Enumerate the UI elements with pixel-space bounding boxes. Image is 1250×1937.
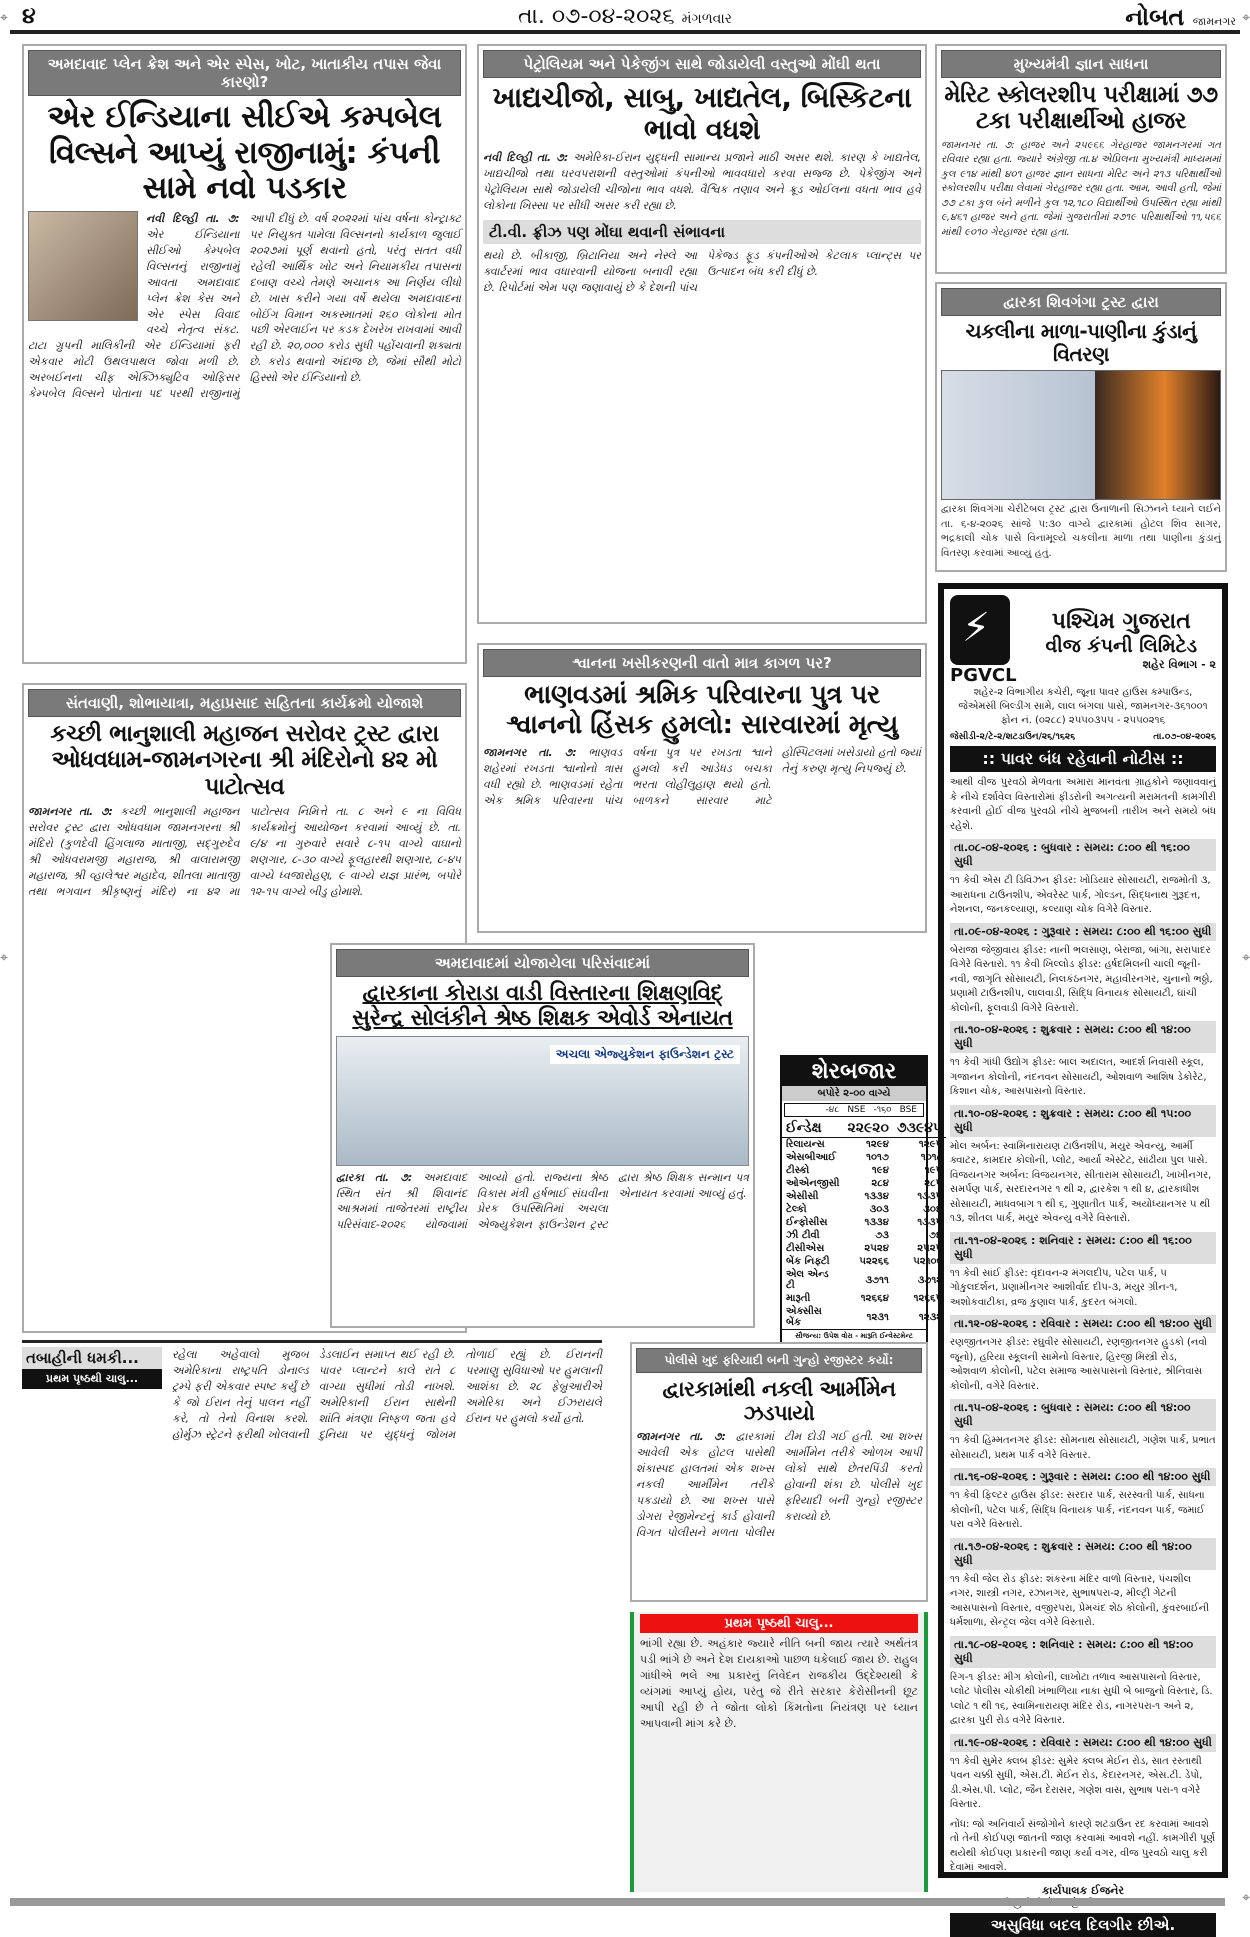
schedule-date: તા.૦૯-૦૪-૨૦૨૬ : ગુરૂવાર : સમય: ૮:૦૦ થી ૧૬:૦૦ સુધી — [950, 923, 1216, 941]
article-dwarka-teacher — [330, 943, 755, 1328]
stock-name: એક્સીસ બેંક — [786, 1306, 822, 1328]
article-prices — [477, 44, 927, 624]
reference-row — [950, 732, 1216, 742]
article-headline: ચકલીના માળા-પાણીના કુંડાનું વિતરણ — [965, 319, 1197, 366]
nse-change: -૪૮ — [825, 1105, 840, 1115]
article-kicker: પેટ્રોલિયમ અને પેકેજીંગ સાથે જોડાયેલી વસ્તુઓ મોંઘી થતા — [483, 50, 921, 78]
page-footer-rule — [10, 1898, 1225, 1906]
article-body — [336, 1170, 749, 1234]
lightning-icon — [950, 595, 1010, 665]
division: શહેર વિભાગ - ૨ — [1142, 658, 1216, 672]
schedule-areas: ૧૧ કેવી ગાંધી ઉદ્યોગ ફીડર: બાલ અદાલત, આદર્શ નિવાસી સ્કૂલ, ગજાનન કોલોની, નંદનવન સોસાયટી, ઓશવાળ આશિષ ડેકોરેટ, કિશાન ચોક, આસપાસનો વિસ્તાર. — [950, 1057, 1207, 1097]
article-subbody: થયો છે. બીકાજી, બ્રિટાનિયા અને નેસ્લે આ ક્વાર્ટરમાં ભાવ વધારવાની યોજના બનાવી રહ્યા છે. રિપોર્ટમાં એમ પણ જણાવાયું છે કે દેશની પાંચ પેકેજ્ડ ફૂડ કંપનીઓએ કેટલાક પ્લાન્ટ્સ પર ઉત્પાદન બંધ કરી દીધું છે. — [483, 249, 921, 294]
article-body: જામનગર તા. ૭: હાજર અને ૨૫૯૬૬ ગેરહાજર જામનગરમાં ગત રવિવાર રહ્યા હતા. જ્યારે અંગ્રેજી તા.૪ એપ્રિલના મુખ્યમંત્રી માધ્યમમાં કુલ ૯૧૪ માંથી ૪૦૧ હાજર જ્ઞાન સાધના મેરિટ અને ૨૧૩ પરિક્ષાર્થીઓ સ્કોલરશીપ પરીક્ષા લેવામાં ગેરહાજર રહ્યા હતા. આમ, આવી હતી, જેમાં ૭૭ ટકા કુલ બંને મળીને કુલ ૧૨,૧૮૦ વિદ્યાર્થીઓ ઉપસ્થિત રહ્યા માંથી ૯,૪૬૧ હાજર અને હતા. જેમાં ગુજરાતીમાં ૨૭૧૯ પરિક્ષાર્થીઓ ૧૧,૫૬૬ માંથી ૯૦૧૦ ગેરહાજર રહ્યા હતા. — [941, 139, 1221, 238]
stock-nse: ૩૭૧૧ — [865, 1274, 889, 1286]
article-text: અમેરિકા-ઈરાન યુદ્ધની સામાન્ય પ્રજાને માઠી અસર થશે. કારણ કે ખાદ્યતેલ, ખાદ્યચીજો તથા ઘરવપરાશની વસ્તુઓમાં કંપનીઓ ભાવવધારો કરવા સજ્જ છે. પેકેજીંગ અને પેટ્રોલિયમ સાથે જોડાયેલી ચીજોના ભાવ વધશે. વૈશ્વિક તણાવ અને ક્રૂડ ઓઈલના વધતા ભાવ હવે લોકોના ખિસ્સા પર સીધી અસર કરી રહ્યા છે. — [483, 151, 922, 213]
stock-row — [782, 1190, 946, 1203]
registration-mark-icon: ⌖ — [1242, 1890, 1250, 1906]
stock-row — [782, 1203, 946, 1216]
stock-name: એસીસી — [786, 1191, 819, 1202]
registration-mark-icon: ⌖ — [1242, 10, 1250, 26]
stock-nse: ૨૨૯૨૦ — [844, 1119, 893, 1138]
stock-row — [782, 1242, 946, 1255]
company-name-line1: પશ્ચિમ ગુજરાત — [1051, 608, 1191, 634]
article-air-india — [22, 44, 467, 664]
article-threat — [22, 1340, 602, 1890]
stock-name: ટેલ્કો — [786, 1204, 807, 1215]
article-body — [28, 211, 461, 402]
stock-nse: ૧૯૪ — [871, 1165, 889, 1176]
article-scholarship — [935, 44, 1227, 274]
stock-row — [782, 1177, 946, 1190]
schedule-areas: મોલ અર્બન: સ્વામિનારાયણ ટાઉનશીપ, મયુર એવન્યુ, આર્મી ક્વાટર, કામદાર કોલોની, પ્લોટ, આર્યા એસ્ટેટ, સાંઢીયા પુલ પાસે. વિજયનગર અર્બન: વિજયનગર, સીતારામ સોસાયટી, ખાખીનગર, સમર્પણ પાર્ક, સરદારનગર ૧ થી ૨, દ્વારકેશ ૧ થી ૪, દ્વારકાધીશ સોસાયટી, માધવબાગ ૧ થી ૬, ગુણાતીત પાર્ક, અયોધ્યાનગર ૫ થી ૧૩, શીતલ પાર્ક, મયુર એવન્યુ વગેરે વિસ્તારો. — [950, 1140, 1212, 1224]
sparrow-photo — [941, 370, 1221, 500]
stock-name: ઓએનજીસી — [786, 1178, 840, 1189]
schedule-date: તા.૧૧-૦૪-૨૦૨૬ : શનિવાર : સમય: ૮:૦૦ થી ૧૬:૦૦ સુધી — [950, 1232, 1216, 1264]
nse-label: NSE — [847, 1105, 866, 1115]
article-dateline: જામનગર તા. ૭: — [28, 805, 113, 819]
continued-label: પ્રથમ પૃષ્ઠથી ચાલુ... — [640, 1614, 918, 1633]
stock-name: ઈન્ફોસીસ — [786, 1217, 828, 1228]
pgvcl-logo-text: PGVCL — [950, 665, 1017, 686]
schedule-date: તા.૦૮-૦૪-૨૦૨૬ : બુધવાર : સમય: ૮:૦૦ થી ૧૬:૦૦ સુધી — [950, 839, 1216, 871]
article-body — [483, 150, 921, 214]
stock-nse: ૧૨૯૪ — [866, 1139, 889, 1150]
article-body — [483, 745, 921, 809]
notice-note: નોંધ: જો અનિવાર્ય સંજોગોને કારણે શટડાઉન રદ કરવામાં આવશે તો તેની કોઈપણ જાતની જાણ કરવામાં આવશે નહીં. કામગીરી પૂર્ણ થયેથી કોઈપણ પ્રકારની જાણ કર્યા વગર, વીજ પુરવઠો ચાલુ કરી દેવામાં આવશે. — [950, 1818, 1216, 1873]
schedule-date: તા.૧૦-૦૪-૨૦૨૬ : શુક્રવાર : સમય: ૮:૦૦ થી ૧૪:૦૦ સુધી — [950, 1021, 1216, 1053]
schedule-date: તા.૧૫-૦૪-૨૦૨૬ : બુધવાર : સમય: ૮:૦૦ થી ૧૪:૦૦ સુધી — [950, 1399, 1216, 1431]
stock-bse: ૨૫૨૫ — [917, 1243, 943, 1254]
bse-label: BSE — [899, 1105, 917, 1115]
stock-bse: ૧૩૩૫ — [917, 1217, 943, 1228]
article-dateline: જામનગર તા. ૭: — [636, 1430, 726, 1444]
stock-row — [782, 1268, 946, 1292]
article-headline: મેરિટ સ્કોલરશીપ પરીક્ષામાં ૭૭ ટકા પરીક્ષાર્થીઓ હાજર — [944, 82, 1218, 135]
pgvcl-power-notice — [938, 583, 1228, 1934]
stock-row — [782, 1151, 946, 1164]
stock-nse: ૧૩૩૪ — [864, 1191, 889, 1202]
stock-index-row — [782, 1119, 946, 1138]
article-headline: દ્વારકામાંથી નકલી આર્મીમેન ઝડપાયો — [662, 1377, 896, 1426]
issue-weekday: મંગળવાર — [681, 11, 733, 27]
page-number: ૪ — [22, 4, 36, 29]
newspaper-logo — [1125, 2, 1236, 31]
schedule-areas: ૧૧ કેવી એસ ટી ડિવિઝન ફીડર: ખોડિયાર સોસાયટી, રાજમોતી ૩, આરાધના ટાઉનશીપ, એવરેસ્ટ પાર્ક, ગોલ્ડન, સિદ્ધનાથ ગુરૂદત્ત, નેશનલ, જનકલ્યાણ, કલ્યાણ ચોક વિગેરે વિસ્તાર. — [950, 875, 1211, 915]
bse-change: -૧૬૦ — [873, 1105, 892, 1115]
schedule-date: તા.૧૭-૦૪-૨૦૨૬ : શુક્રવાર : સમય: ૮:૦૦ થી ૧૪:૦૦ સુધી — [950, 1538, 1216, 1570]
article-kicker: સંતવાણી, શોભાયાત્રા, મહાપ્રસાદ સહિતના કાર્યક્રમો યોજાશે — [28, 689, 461, 717]
article-headline: દ્વારકાના કોરાડા વાડી વિસ્તારના શિક્ષણવિદ્ સુરેન્દ્ર સોલંકીને શ્રેષ્ઠ શિક્ષક એવોર્ડ એનાયત — [352, 981, 733, 1032]
article-dateline: જામનગર તા. ૭: — [483, 745, 577, 759]
article-headline: ભાણવડમાં શ્રમિક પરિવારના પુત્ર પર શ્વાનનો હિંસક હુમલો: સારવારમાં મૃત્યુ — [506, 680, 898, 740]
notice-title: :: પાવર બંધ રહેવાની નોટીસ :: — [950, 746, 1216, 772]
stock-name: ટીસ્કો — [786, 1165, 810, 1176]
stock-nse: ૭૩ — [875, 1230, 889, 1241]
reference-date: તા.૦૭-૦૪-૨૦૨૬ — [1153, 732, 1216, 742]
schedule-date: તા.૧૨-૦૪-૨૦૨૬ : રવિવાર : સમય: ૮:૦૦ થી ૧૪:૦૦ સુધી — [950, 1315, 1216, 1333]
article-text: ભાણવડ શહેરમાં રખડતા શ્વાનોનો ત્રાસ વધી રહ્યો છે. ભાણવડમાં રહેતા એક શ્રમિક પરિવારના પાંચ વર્ષના પુત્ર પર રખડતા શ્વાને હુમલો કરી આડેધડ બચકા ભરતા લોહીલુહાણ થયો હતો. બાળકને સારવાર માટે હોસ્પિટલમાં ખસેડાયો હતો જ્યાં તેનું કરુણ મૃત્યુ નિપજ્યું છે. — [483, 745, 921, 807]
article-text: દ્વારકામાં આવેલી એક હોટલ પાસેથી શંકાસ્પદ હાલતમાં એક શખ્સ નકલી આર્મીમેન તરીકે પકડાયો છે. આ શખ્સ પાસે ડોગરા રેજીમેન્ટનું કાર્ડ હોવાની વિગત પોલીસને મળતા પોલીસ ટીમ દોડી ગઈ હતી. આ શખ્સ આર્મીમેન તરીકે ઓળખ આપી લોકો સાથે છેતરપિંડી કરતો હોવાની શંકા છે. પોલીસે ખુદ ફરિયાદી બની ગુન્હો રજીસ્ટર કરાવ્યો છે. — [636, 1430, 922, 1539]
article-subhead: ટી.વી. ફ્રીઝ પણ મોંઘા થવાની સંભાવના — [483, 220, 921, 244]
pgvcl-brand — [950, 595, 1216, 686]
continued-label: પ્રથમ પૃષ્ઠથી ચાલુ... — [22, 1369, 162, 1389]
schedule-areas: ૧૧ કેવી સાંઈ ફીડર: વૃંદાવન-૨ મંગલદીપ, પટેલ પાર્ક, ૫ ગોકુલદર્શન, પ્રણામીનગર આશીર્વાદ દીપ-૩, મયુર ગ્રીન-૧, અશોકવાટીકા, વ્રજ કુણાલ પાર્ક, કુદરત બંગલો. — [950, 1267, 1178, 1308]
stock-nse: ૧૨૬૬૪ — [860, 1293, 889, 1304]
notice-intro: આથી વીજ પુરવઠો મેળવતા અમારા માનવંતા ગ્રાહકોને જણાવવાનું કે નીચે દર્શાવેલ વિસ્તારોમાં ફીડરોની અગત્યની મરામતની કામગીરી કરવાની હોઈ વીજ પુરવઠો નીચે મુજબની તારીખ અને સમયે બંધ રહેશે. — [950, 777, 1216, 832]
schedule-areas: બેરાજા જેજીવાય ફીડર: નાની ભલસાણ, બેરાજા, બાંગા, સરાપાદર વિગેરે વિસ્તારો. ૧૧ કેવી ખિલ્લોડ ફીડર: હર્ષદમિલની ચાલી જૂની-નવી, જાગૃતિ સોસાયટી, નિલકંઠનગર, મહાવીરનગર, ચુનાનો ભઠ્ઠો, પ્રણામી ટાઉનશીપ, લાલવાડી, સિદ્ધિ વિનાયક સોસાયટી, ઘાંચી કોલોની, ફૂલવાડી વિગેરે વિસ્તારો. — [950, 944, 1213, 1014]
phone: ફોન નં. (૦૨૮૮) ૨૫૫૦૩૫૫ - ૨૫૫૦૨૧૬ — [1000, 715, 1166, 726]
stock-nse: ૧૩૩૪ — [864, 1217, 889, 1228]
article-headline: કચ્છી ભાનુશાલી મહાજન સરોવર ટ્રસ્ટ દ્વારા ઓધવધામ-જામનગરના શ્રી મંદિરોનો ૪૨ મો પાટોત્સવ — [50, 721, 439, 800]
masthead — [10, 0, 1240, 34]
schedule-areas: રણજીતનગર ફીડર: રઘુવીર સોસાયટી, રણજીતનગર હુડકો (નવો જૂનો), હરિયા સ્કૂલની સામેનો વિસ્તાર, હિરજી મિસ્ત્રી રોડ, ઓશવાળ કોલોની, પટેલ સમાજ આસપાસનો વિસ્તાર, શ્રીનિવાસ કોલોની, વગેરે વિસ્તાર. — [950, 1337, 1208, 1392]
stock-bse: ૧૯૫ — [924, 1165, 943, 1176]
article-kicker: પોલીસે ખુદ ફરિયાદી બની ગુન્હો રજીસ્ટર કર્યો: — [636, 1348, 922, 1373]
stock-market-box — [780, 1055, 943, 1345]
registration-mark-icon: ⌖ — [0, 10, 8, 26]
article-body — [636, 1429, 922, 1541]
stock-name: ઈન્ડેક્ષ — [782, 1119, 844, 1138]
article-kicker: અમદાવાદ પ્લેન ક્રેશ અને એર સ્પેસ, ખોટ, ખાતાકીય તપાસ જેવા કારણો? — [28, 50, 461, 96]
schedule-date: તા.૧૬-૦૪-૨૦૨૬ : ગુરૂવાર : સમય: ૮:૦૦ થી ૧૪:૦૦ સુધી — [950, 1468, 1216, 1486]
stock-bse: ૫૨૧૦૬ — [913, 1256, 943, 1267]
stock-time: બપોરે ૨-૦૦ વાગ્યે — [782, 1086, 926, 1101]
article-body: ભાંગી રહ્યા છે. અહંકાર જ્યારે નીતિ બની જાય ત્યારે અર્થતંત્ર પડી ભાંગે છે અને દેશ દાયકાઓ પાછળ ધકેલાઈ જાય છે. રાહુલ ગાંધીએ ભલે આ પ્રકારનું નિવેદન રાજકીય ઉદ્દેશ્યથી કે વ્યંગમાં આપ્યું હોય, પરંતુ જે રીતે સરકાર કેરોસીનની છૂટ આપી રહી છે તે જોતા લોકો કિંમતોના નિયંત્રણ પર ધ્યાન આપવાની માંગ કરે છે. — [640, 1637, 918, 1730]
logo-text: નોબત — [1125, 2, 1185, 31]
article-body: રહેલા અહેવાલો મુજબ અમેરિકાના રાષ્ટ્રપતિ ડોનાલ્ડ ટ્રમ્પે ફરી એકવાર સ્પષ્ટ કર્યું છે કે જો ઈરાન તેનું પાલન નહીં કરે, તો તેનો વિનાશ કરશે. હોર્મુઝ સ્ટ્રેટને ફરીથી ખોલવાની ડેડલાઈન સમાપ્ત થઈ રહી છે. પાવર પ્લાન્ટને કાલે રાતે ૮ વાગ્યા સુધીમાં તોડી નાખશે. અમેરિકાની ઈરાન સાથેની શાંતિ મંત્રણા નિષ્ફળ જતા હવે દુનિયા પર યુદ્ધનું જોખમ તોળાઈ રહ્યું છે. ઈરાનની પરમાણુ સુવિધાઓ પર હુમલાની આશંકા છે. ૨૮ ફેબ્રુઆરીએ અમેરિકા અને ઈઝરાયલે ઈરાન પર હુમલો કર્યો હતો. — [172, 1348, 602, 1441]
registration-mark-icon: ⌖ — [1242, 950, 1250, 966]
stock-title: શેરબજાર — [782, 1057, 926, 1086]
stock-bse: ૧૨૯૫ — [918, 1139, 943, 1150]
stock-nse: ૨૮૪ — [871, 1178, 889, 1189]
stock-row — [782, 1138, 946, 1152]
photo-banner: અચલા એજ્યુકેશન ફાઉન્ડેશન ટ્રસ્ટ — [550, 1045, 740, 1064]
stock-bse: ૧૨૬૬૫ — [913, 1293, 943, 1304]
schedule-date: તા.૧૦-૦૪-૨૦૨૬ : શુક્રવાર : સમય: ૮:૦૦ થી ૧૫:૦૦ સુધી — [950, 1105, 1216, 1137]
article-headline: ખાદ્યચીજો, સાબુ, ખાદ્યતેલ, બિસ્કિટના ભાવો વધશે — [492, 81, 912, 147]
article-dateline: નવી દિલ્હી તા. ૭: — [483, 151, 569, 165]
schedule-date: તા.૧૯-૦૪-૨૦૨૬ : રવિવાર : સમય: ૮:૦૦ થી ૧૪:૦૦ સુધી — [950, 1734, 1216, 1752]
article-kicker: શ્વાનના ખસીકરણની વાતો માત્ર કાગળ પર? — [483, 649, 921, 677]
stock-name: એસબીઆઈ — [786, 1152, 836, 1163]
logo-city: જામનગર — [1192, 15, 1236, 28]
company-name-line2: વીજ કંપની લિમિટેડ — [1045, 635, 1198, 658]
portrait-photo — [28, 211, 138, 321]
pgvcl-logo — [950, 595, 1017, 686]
stock-bse: ૭૪ — [929, 1230, 943, 1241]
stock-bse: ૨૮૫ — [924, 1178, 943, 1189]
stock-bse: ૭૩૯૪૫ — [893, 1119, 946, 1138]
address-line1: શહેર-૨ વિભાગીય કચેરી, જૂના પાવર હાઉસ કમ્પાઉન્ડ, — [973, 687, 1193, 698]
stock-nse: ૧૦૧૭ — [866, 1152, 889, 1163]
schedule-areas: ૧૧ કેવી ફિલ્ટર હાઉસ ફીડર: સરદાર પાર્ક, સરસ્વતી પાર્ક, સાધના કોલોની, પટેલ પાર્ક, સિદ્ધિ વિનાયક પાર્ક, નંદનવન પાર્ક, જમાઈ પરા વગેરે વિસ્તારો. — [950, 1490, 1205, 1530]
stock-table — [782, 1119, 946, 1329]
schedule-areas: રિંગ-૧ ફીડર: મીગ કોલોની, લાખોટા તળાવ આસપાસનો વિસ્તાર, પ્લોટ પોલીસ ચોકીથી ખંભાળિયા નાકા સુધી બે બાજુનો વિસ્તાર, ડિ. પ્લોટ ૧ થી ૧૬, સ્વામિનારાયણ મંદિર રોડ, નાગરપરા-૧ અને ૨, દ્વારકા પુરી રોડ વગેરે વિસ્તાર. — [950, 1671, 1213, 1726]
stock-row — [782, 1164, 946, 1177]
date-bar — [10, 4, 1240, 29]
schedule-areas: ૧૧ કેવી હિમ્મતનગર ફીડર: સોમનાથ સોસાયટી, ગણેશ પાર્ક, પ્રભાત સોસાયટી, પ્રથમ પાર્ક વગેરે વિસ્તાર. — [950, 1435, 1216, 1461]
stock-name: બેંક નિફ્ટી — [786, 1256, 830, 1267]
article-kicker: તબાહીની ધમકી... — [22, 1347, 162, 1369]
stock-nse: ૩૦૩ — [869, 1204, 889, 1215]
article-bhanvad — [477, 643, 927, 933]
shutdown-schedule — [950, 839, 1216, 1813]
registration-mark-icon: ⌖ — [0, 950, 8, 966]
article-kicker: અમદાવાદમાં યોજાયેલા પરિસંવાદમાં — [336, 949, 749, 977]
stock-courtesy: સૌજન્ય: ઉપેશ વોરા - મારૂતિ ઈન્વેસ્ટમેન્ટ — [782, 1329, 926, 1343]
article-kicker: મુખ્યમંત્રી જ્ઞાન સાધના — [941, 50, 1221, 78]
stock-bse: ૧૨૩૨ — [918, 1311, 943, 1323]
apology-banner: અસુવિધા બદલ દિલગીર છીએ. — [950, 1913, 1216, 1937]
stock-nse: ૧૨૩૧ — [866, 1311, 889, 1323]
stock-bse: ૧૩૩૫ — [917, 1191, 943, 1202]
article-kicker: દ્વારકા શિવગંગા ટ્રસ્ટ દ્વારા — [941, 288, 1221, 316]
article-text: એર ઈન્ડિયાના સીઈઓ કેમ્પબેલ વિલ્સનનું રાજીનામું આવતા અમદાવાદ પ્લેન ક્રેશ કેસ અને એર સ્પેસ વિવાદ વચ્ચે નેતૃત્વ સંકટ. ટાટા ગ્રુપની માલિકીની એર ઈન્ડિયામાં ફરી એકવાર મોટી ઉથલપાથલ જોવા મળી છે. અરબઈનના ચીફ એક્ઝિક્યુટિવ ઓફિસર કેમ્પબેલ વિલ્સને પોતાના પદ પરથી રાજીનામું આપી દીધું છે. વર્ષ ૨૦૨૨માં પાંચ વર્ષના કોન્ટ્રાક્ટ પર નિયુક્ત પામેલા વિલ્સનનો કાર્યકાળ જુલાઈ ૨૦૨૭માં પૂર્ણ થવાનો હતો, પરંતુ સતત વધી રહેલી આર્થિક ખોટ અને નિયામકીય તપાસના દબાણ વચ્ચે તેમણે અચાનક આ નિર્ણય લીધો છે. ખાસ કરીને ગયા વર્ષે થયેલા અમદાવાદના બોઈંગ વિમાન અકસ્માતમાં ૨૬૦ લોકોના મોત પછી એરલાઈન પર કડક દેખરેખ રાખવામાં આવી રહી છે. ૨૦,૦૦૦ કરોડ સુધી પહોંચવાની શક્યતા છે. કરોડ થવાનો અંદાજ છે, જેમાં સૌથી મોટો હિસ્સો એર ઈન્ડિયાનો છે. — [28, 211, 461, 401]
stock-bse: ૧૦૧૮ — [920, 1152, 943, 1163]
stock-row — [782, 1216, 946, 1229]
award-photo — [336, 1036, 749, 1166]
article-headline: એર ઈન્ડિયાના સીઈએ કમ્પબેલ વિલ્સને આપ્યું રાજીનામું: કંપની સામે નવો પડકાર — [47, 99, 442, 207]
stock-row — [782, 1229, 946, 1242]
continued-editorial — [630, 1612, 928, 1892]
schedule-areas: ૧૧ કેવી જેલ રોડ ફીડર: શંકરના મંદિર વાળો વિસ્તાર, પંચશીલ નગર, શાસ્ત્રી નગર, રઝાનગર, સુભાષપરા-૨, મીલ્ટ્રી ગેટની આસપાસનો વિસ્તાર, વજીરપરા, પ્રેમચંદ શેઠ કોલોની, કુંવરબાઈની ધર્મશાળા, સેન્ટ્રલ જેલ વગેરે વિસ્તારો. — [950, 1573, 1210, 1628]
article-dateline: નવી દિલ્હી તા. ૭: — [146, 211, 240, 225]
stock-bse: ૩૦૪ — [923, 1204, 943, 1215]
article-text: અમદાવાદ સ્થિત સંત શ્રી શિવાનંદ આશ્રમમાં તાજેતરમાં રાષ્ટ્રીય પરિસંવાદ-૨૦૨૬ યોજવામાં આવ્યો હતો. રાજ્યના શ્રેષ્ઠ વિકાસ મંત્રી હર્ષભાઈ સંઘવીના પ્રેરક ઉપસ્થિતિમાં અચલા એજ્યુકેશન ફાઉન્ડેશન ટ્રસ્ટ દ્વારા શ્રેષ્ઠ શિક્ષક સન્માન પત્ર એનાયત કરવામાં આવ્યું હતું. — [336, 1170, 749, 1232]
exchange-header — [784, 1103, 924, 1117]
stock-name: ઝી ટીવી — [786, 1230, 820, 1241]
article-dateline: દ્વારકા તા. ૭: — [336, 1170, 413, 1184]
stock-name: ટીસીએસ — [786, 1243, 825, 1254]
stock-name: મારૂતી — [786, 1293, 811, 1304]
address-line2: જેએમસી બિલ્ડીંગ સામે, લાલ બંગલા પાસે, જામનગર-૩૬૧૦૦૧ — [958, 701, 1208, 712]
issue-date: તા. ૦૭-૦૪-૨૦૨૬ — [517, 4, 675, 29]
schedule-date: તા.૧૮-૦૪-૨૦૨૬ : શનિવાર : સમય: ૮:૦૦ થી ૧૪:૦૦ સુધી — [950, 1636, 1216, 1668]
photo-caption: દ્વારકા શિવગંગા ચેરીટેબલ ટ્રસ્ટ દ્વારા ઉનાળાની સિઝનને ધ્યાને લઈને તા. ૬-૪-૨૦૨૬ સાંજે ૫:૩૦ વાગ્યે દ્વારકામાં હોટલ શિવ સાગર, ભદ્રકાલી ચોક પાસે વિનામૂલ્યે ચકલીના માળા તથા પાણીના કુંડાનું વિતરણ કરવામાં આવ્યું હતું. — [941, 504, 1221, 559]
article-text: કચ્છી ભાનુશાલી મહાજન સરોવર ટ્રસ્ટ દ્વારા ઓધવધામ જામનગરના શ્રી મંદિરો (કુળદેવી હિંગલાજ માતાજી, સદ્ગુરુદેવ શ્રી ઓધવરામજી મહારાજ, શ્રી વાલારામજી મહારાજ, શ્રી વ્હાલેશ્વર મહાદેવ, શીતલા માતાજી તથા ભગવાન શ્રીકૃષ્ણનું મંદિર) ના ૪૨ મા પાટોત્સવ નિમિત્તે તા. ૮ અને ૯ ના વિવિધ કાર્યક્રમોનું આયોજન કરવામાં આવ્યું છે. તા. ૯/૪ ના ગુરુવારે સવારે ૮-૧૫ વાગ્યે વાઘાનો શણગાર, ૮-૩૦ વાગ્યે ફૂલહારથી શણગાર, ૮-૪૫ વાગ્યે ધ્વજારોહણ, ૯ વાગ્યે યજ્ઞ પ્રારંભ, બપોરે ૧૨-૧૫ વાગ્યે બીડુ હોમાશે. — [28, 805, 461, 898]
stock-row — [782, 1305, 946, 1329]
article-body — [28, 804, 461, 900]
stock-name: રિલાયન્સ — [786, 1139, 825, 1150]
signatory: કાર્યપાલક ઈજનેર — [1042, 1883, 1124, 1897]
reference-number: જેસીડી-૨/ટે-૨/શટડાઉન/૨૬/૧૬૨૬ — [950, 732, 1076, 742]
stock-row — [782, 1255, 946, 1268]
stock-name: એલ એન્ડ ટી — [786, 1269, 829, 1291]
article-fake-army — [630, 1342, 928, 1602]
article-sparrow — [935, 282, 1227, 572]
stock-row — [782, 1292, 946, 1305]
stock-nse: ૫૨૨૬૬ — [859, 1256, 889, 1267]
stock-bse: ૩૭૧૨ — [917, 1274, 943, 1286]
schedule-areas: ૧૧ કેવી સુમેર ક્લબ ફીડર: સુમેર ક્લબ મેઈન રોડ, સાત રસ્તાથી પવન ચક્કી સુધી, એસ.ટી. મેઈન રોડ, કેદારનગર, એસ.ટી. ડેપો, ડી.એસ.પી. પ્લોટ, જૈન દેરાસર, ગણેશ વાસ, સુભાષ પરા-૧ વગેરે વિસ્તાર. — [950, 1755, 1203, 1810]
stock-nse: ૨૫૨૪ — [864, 1243, 889, 1254]
